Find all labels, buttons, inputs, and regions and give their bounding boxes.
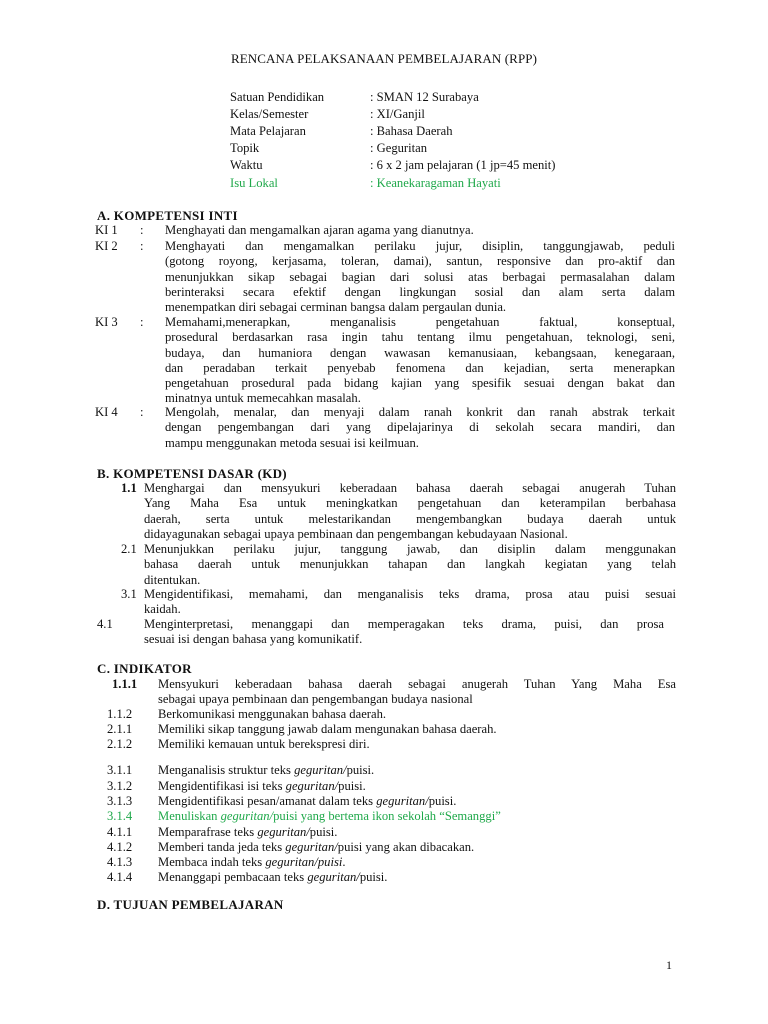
identity-value: : Keanekaragaman Hayati [370, 176, 501, 190]
indicator-number: 2.1.1 [107, 722, 133, 736]
kd-number: 4.1 [97, 617, 113, 631]
italic-term: geguritan/puisi [265, 855, 343, 869]
identity-label: Satuan Pendidikan [230, 90, 325, 104]
text-run: Menganalisis struktur teks [158, 763, 295, 777]
indicator-number: 4.1.4 [107, 870, 133, 884]
kd-number: 1.1 [121, 481, 137, 495]
ki-colon: : [140, 405, 144, 419]
text-line: Mensyukuri keberadaan bahasa daerah sebagai anugerah Tuhan Yang Maha Esa [158, 677, 676, 691]
ki-text [165, 315, 675, 407]
indicator-text [158, 677, 676, 708]
text-line: dan peradaban terkait penyebab fenomena dan kejadian, serta menerapkan [165, 360, 675, 375]
identity-row [230, 157, 555, 174]
text-line: daerah, serta untuk melestarikandan mengembangkan budaya daerah untuk [144, 511, 676, 526]
indicator-text [158, 840, 676, 855]
text-line: Mengidentifikasi, memahami, dan menganalisis teks drama, prosa atau puisi sesuai [144, 587, 676, 601]
text-run: puisi yang akan dibacakan. [337, 840, 475, 854]
text-line: kaidah. [144, 602, 181, 617]
text-run: Mengidentifikasi pesan/amanat dalam teks [158, 794, 377, 808]
section-c-heading: C. INDIKATOR [97, 661, 192, 676]
text-line: budaya, dan humaniora dengan wawasan kemanusiaan, kebangsaan, kenegaraan, [165, 345, 675, 360]
identity-row [230, 123, 453, 140]
ki-text [165, 223, 675, 238]
text-line: Menginterpretasi, menanggapi dan memperagakan teks drama, puisi, dan prosa [144, 617, 664, 631]
text-line: Menghargai dan mensyukuri keberadaan bahasa daerah sebagai anugerah Tuhan [144, 481, 676, 495]
indicator-text [158, 722, 676, 737]
ki-number: KI 4 [95, 405, 118, 419]
ki-text [165, 405, 675, 451]
indicator-number: 4.1.2 [107, 840, 133, 854]
text-run: Membaca indah teks [158, 855, 266, 869]
text-line: menunjukkan sikap sebagai bagian dari solusi atas berbagai permasalahan dalam [165, 269, 675, 284]
text-line: berinteraksi secara efektif dengan lingkungan sosial dan alam serta dalam [165, 284, 675, 299]
identity-label: Kelas/Semester [230, 107, 309, 121]
identity-label: Mata Pelajaran [230, 124, 306, 138]
ki-colon: : [140, 239, 144, 253]
text-line: bahasa daerah untuk menunjukkan tahapan dan langkah kegiatan yang telah [144, 557, 676, 572]
text-line: menempatkan diri sebagai cerminan bangsa dalam pergaulan dunia. [165, 300, 507, 315]
indicator-text [158, 870, 676, 885]
indicator-text [158, 737, 676, 752]
text-line: Mengolah, menalar, dan menyaji dalam ranah konkrit dan ranah abstrak terkait [165, 405, 675, 419]
kd-text [144, 481, 676, 542]
section-d-heading: D. TUJUAN PEMBELAJARAN [97, 897, 284, 912]
italic-term: geguritan/ [220, 809, 274, 823]
text-run: Memparafrase teks [158, 825, 258, 839]
kd-number: 3.1 [121, 587, 137, 601]
italic-term: geguritan/ [294, 763, 347, 777]
text-line: Menghayati dan mengamalkan perilaku jujur, disiplin, tanggungjawab, peduli [165, 239, 675, 253]
text-line: pengetahuan prosedural pada bidang kajian yang spesifik sesuai dengan bakat dan [165, 376, 675, 391]
text-line: ditentukan. [144, 572, 201, 587]
ki-text [165, 239, 675, 315]
identity-value: : Bahasa Daerah [370, 124, 453, 138]
text-line: Berkomunikasi menggunakan bahasa daerah. [158, 707, 387, 721]
text-run: puisi. [309, 825, 338, 839]
indicator-text [158, 763, 676, 778]
ki-number: KI 1 [95, 223, 118, 237]
kd-number: 2.1 [121, 542, 137, 556]
section-a-heading: A. KOMPETENSI INTI [97, 208, 238, 223]
identity-row [230, 106, 425, 123]
indicator-text [158, 855, 676, 870]
text-run: puisi. [359, 870, 388, 884]
indicator-text [158, 779, 676, 794]
text-line: sesuai isi dengan bahasa yang komunikatif. [144, 632, 363, 647]
identity-value: : SMAN 12 Surabaya [370, 90, 479, 104]
italic-term: geguritan/ [285, 779, 339, 793]
indicator-number: 2.1.2 [107, 737, 133, 751]
page-number: 1 [666, 958, 672, 972]
text-line: Memiliki sikap tanggung jawab dalam mengunakan bahasa daerah. [158, 722, 497, 736]
text-run: puisi yang bertema ikon sekolah “Semanggi” [273, 809, 501, 823]
text-line: mampu menggunakan metoda sesuai isi keilmuan. [165, 435, 419, 450]
indicator-text-highlight [158, 809, 676, 824]
indicator-number: 3.1.4 [107, 809, 133, 823]
text-line: Menghayati dan mengamalkan ajaran agama yang dianutnya. [165, 223, 474, 237]
identity-label: Isu Lokal [230, 176, 278, 190]
text-line: (gotong royong, kerjasama, toleran, damai), santun, responsive dan pro-aktif dan [165, 254, 675, 269]
italic-term: geguritan/ [257, 825, 310, 839]
text-run: Memberi tanda jeda teks [158, 840, 286, 854]
text-line: Yang Maha Esa untuk meningkatkan pengetahuan dan keterampilan berbahasa [144, 496, 676, 511]
indicator-number: 3.1.2 [107, 779, 133, 793]
section-b-heading: B. KOMPETENSI DASAR (KD) [97, 466, 287, 481]
kd-text [144, 587, 676, 618]
text-line: Memiliki kemauan untuk berekspresi diri. [158, 737, 370, 751]
indicator-number: 4.1.1 [107, 825, 133, 839]
text-run: Mengidentifikasi isi teks [158, 779, 286, 793]
indicator-number: 1.1.1 [112, 677, 138, 691]
kd-text [144, 542, 676, 588]
identity-value: : XI/Ganjil [370, 107, 425, 121]
indicator-number: 1.1.2 [107, 707, 133, 721]
identity-label: Waktu [230, 158, 263, 172]
text-line: Memahami,menerapkan, menganalisis pengetahuan faktual, konseptual, [165, 315, 675, 329]
ki-number: KI 2 [95, 239, 118, 253]
indicator-text [158, 794, 676, 809]
text-run: puisi. [428, 794, 457, 808]
identity-row [230, 140, 427, 157]
text-line: sebagai upaya pembinaan dan pengembangan budaya nasional [158, 692, 473, 707]
identity-label: Topik [230, 141, 260, 155]
indicator-text [158, 707, 676, 722]
identity-row [230, 89, 479, 106]
text-line: dengan pengembangan dari yang dipelajarinya di sekolah secara mandiri, dan [165, 420, 675, 435]
indicator-number: 3.1.1 [107, 763, 133, 777]
ki-number: KI 3 [95, 315, 118, 329]
italic-term: geguritan/ [376, 794, 429, 808]
identity-value: : Geguritan [370, 141, 428, 155]
document-title: RENCANA PELAKSANAAN PEMBELAJARAN (RPP) [230, 51, 538, 66]
ki-colon: : [140, 223, 144, 237]
indicator-text [158, 825, 676, 840]
text-line: didayagunakan sebagai upaya pembinaan dan pengembangan kebudayaan Nasional. [144, 526, 568, 541]
text-run: Menuliskan [158, 809, 221, 823]
ki-colon: : [140, 315, 144, 329]
text-run: . [342, 855, 346, 869]
identity-row-local-issue [230, 175, 501, 192]
kd-text [144, 617, 664, 648]
italic-term: geguritan/ [307, 870, 360, 884]
italic-term: geguritan/ [285, 840, 338, 854]
text-line: minatnya untuk memecahkan masalah. [165, 391, 361, 406]
indicator-number: 3.1.3 [107, 794, 133, 808]
text-line: prosedural berdasarkan rasa ingin tahu tentang ilmu pengetahuan, teknologi, seni, [165, 330, 675, 345]
text-run: puisi. [346, 763, 375, 777]
text-run: puisi. [338, 779, 366, 793]
indicator-number: 4.1.3 [107, 855, 133, 869]
text-line: Menunjukkan perilaku jujur, tanggung jawab, dan disiplin dalam menggunakan [144, 542, 676, 556]
identity-value: : 6 x 2 jam pelajaran (1 jp=45 menit) [370, 158, 556, 172]
text-run: Menanggapi pembacaan teks [158, 870, 308, 884]
